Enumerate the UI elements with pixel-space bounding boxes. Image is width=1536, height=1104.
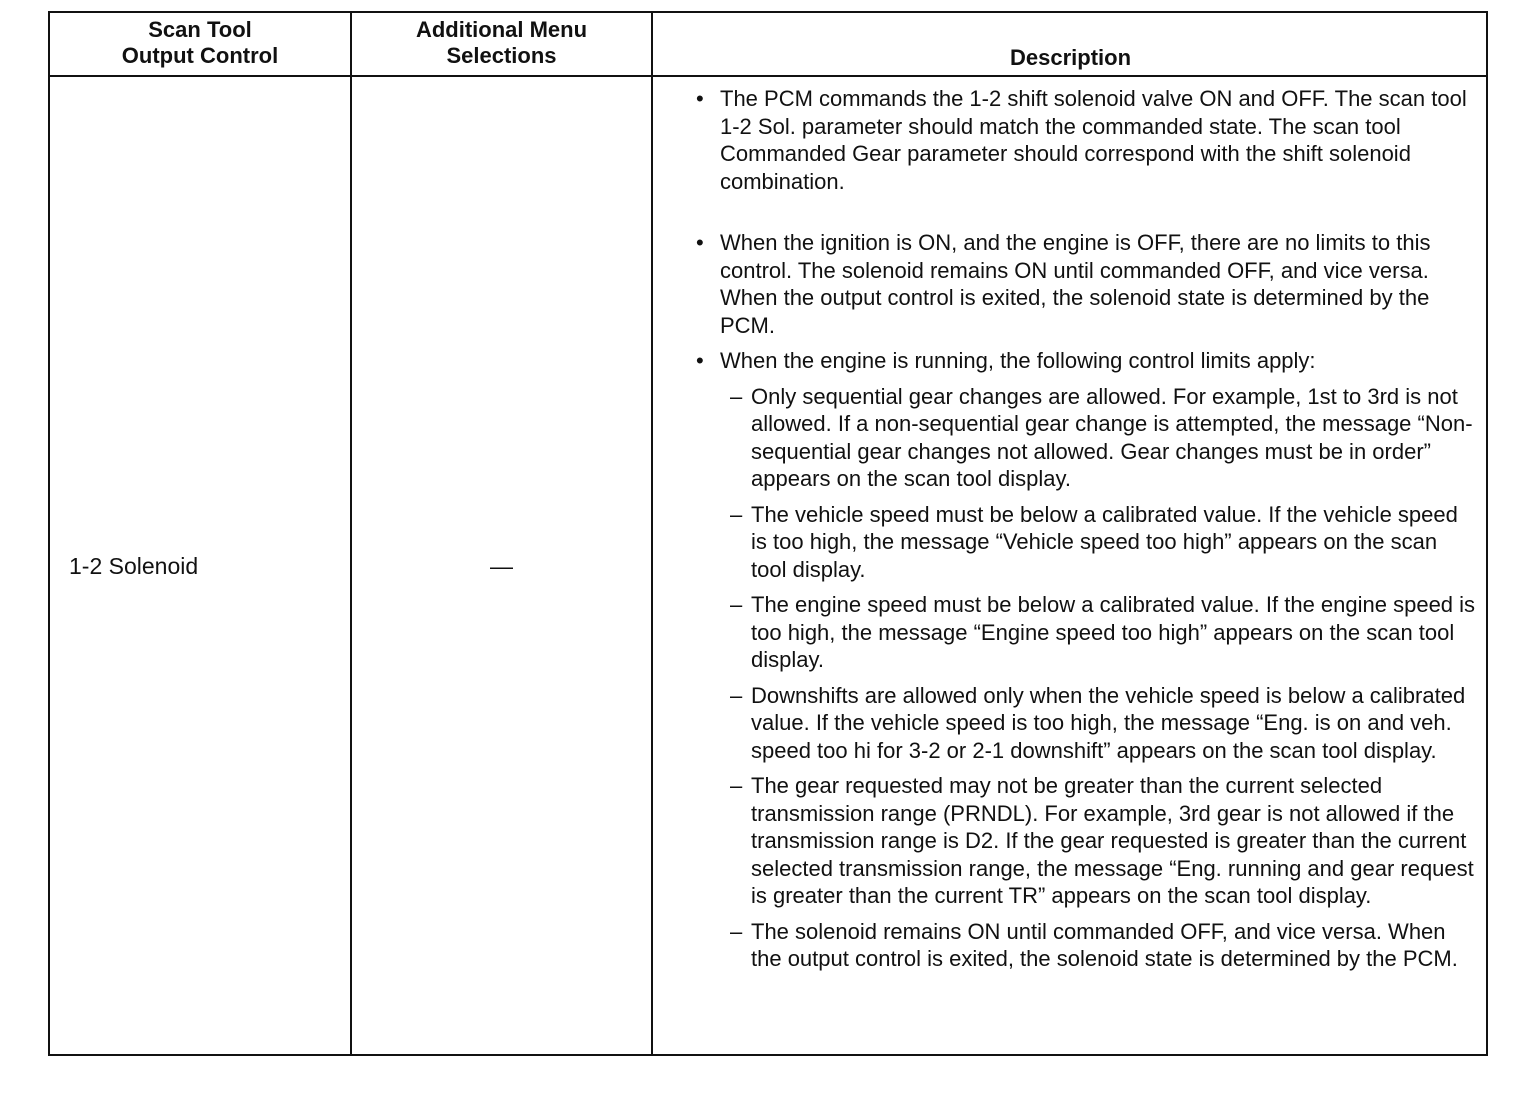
header-additional-menu-selections bbox=[352, 13, 651, 79]
control-limit-text: The solenoid remains ON until commanded OFF, and vice versa. When the output control is exited, the solenoid state is determined by the PCM. bbox=[751, 918, 1458, 971]
column-divider bbox=[350, 13, 352, 1054]
description-bullet bbox=[678, 85, 1478, 195]
control-limit-text: Downshifts are allowed only when the vehicle speed is below a calibrated value. If the vehicle speed is too high, the message “Eng. is on and veh. speed too hi for 3-2 or 2-1 downshift” appears on the scan tool display. bbox=[751, 682, 1466, 763]
control-limit-item bbox=[678, 501, 1478, 584]
dash-mark: – bbox=[730, 592, 743, 617]
header-text: Description bbox=[1009, 45, 1132, 70]
column-divider bbox=[651, 13, 653, 1054]
dash-mark: – bbox=[730, 501, 743, 527]
header-scan-tool-output-control bbox=[50, 13, 350, 79]
dash-mark: – bbox=[730, 682, 743, 708]
header-text: Additional Menu bbox=[415, 17, 588, 42]
output-control-cell: 1-2 Solenoid bbox=[69, 553, 199, 579]
bullet-mark: • bbox=[696, 230, 704, 255]
bullet-mark: • bbox=[696, 348, 704, 373]
description-bullet bbox=[678, 347, 1478, 375]
menu-selection-cell: — bbox=[490, 553, 513, 579]
dash-mark: – bbox=[730, 773, 743, 798]
control-limit-item bbox=[678, 918, 1478, 973]
dash-mark: – bbox=[730, 918, 743, 944]
dash-mark: – bbox=[730, 383, 743, 409]
control-limit-text: The gear requested may not be greater than the current selected transmission range (PRNDL). For example, 3rd gear is not allowed if the transmission range is D2. If the gear requested is greater than the current selected transmission range, the message “Eng. running and gear request is greater than the current TR” appears on the scan tool display. bbox=[751, 773, 1474, 908]
control-limit-item bbox=[678, 591, 1478, 674]
control-limit-item bbox=[678, 383, 1478, 493]
bullet-mark: • bbox=[696, 86, 704, 111]
control-limit-text: The engine speed must be below a calibrated value. If the engine speed is too high, the message “Engine speed too high” appears on the scan tool display. bbox=[751, 592, 1476, 672]
bullet-text: When the ignition is ON, and the engine is OFF, there are no limits to this control. The solenoid remains ON until commanded OFF, and vice versa. When the output control is exited, the solenoid state is determined by the PCM. bbox=[720, 230, 1431, 338]
scan-tool-output-control-table bbox=[48, 11, 1488, 1056]
description-bullet bbox=[678, 229, 1478, 339]
bullet-text: When the engine is running, the following control limits apply: bbox=[720, 348, 1316, 373]
control-limit-item bbox=[678, 772, 1478, 910]
header-text: Scan Tool bbox=[148, 17, 252, 42]
control-limit-text: The vehicle speed must be below a calibrated value. If the vehicle speed is too high, the message “Vehicle speed too high” appears on the scan tool display. bbox=[751, 501, 1458, 582]
header-text: Output Control bbox=[121, 43, 279, 68]
description-cell bbox=[678, 85, 1478, 973]
control-limit-item bbox=[678, 682, 1478, 765]
bullet-text: The PCM commands the 1-2 shift solenoid valve ON and OFF. The scan tool 1-2 Sol. parameter should match the commanded state. The scan tool Commanded Gear parameter should correspond with the shift solenoid combination. bbox=[720, 86, 1467, 194]
control-limit-text: Only sequential gear changes are allowed. For example, 1st to 3rd is not allowed. If a non-sequential gear change is attempted, the message “Non-sequential gear changes not allowed. Gear changes must be in order” appears on the scan tool display. bbox=[751, 383, 1473, 491]
header-text: Selections bbox=[446, 43, 557, 68]
